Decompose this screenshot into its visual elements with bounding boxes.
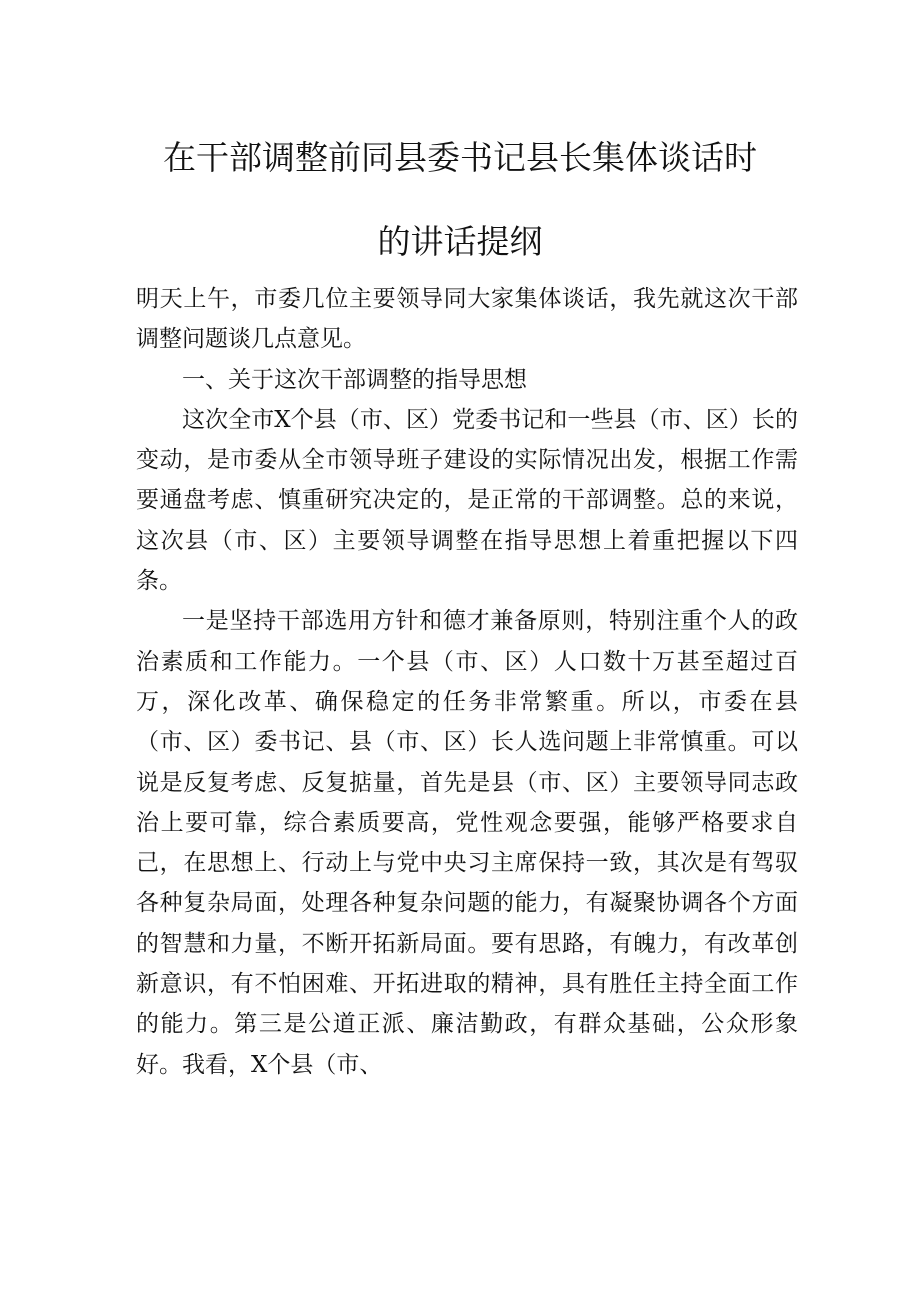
section-heading: 一、关于这次干部调整的指导思想 [182,366,527,393]
intro-paragraph: 明天上午，市委几位主要领导同大家集体谈话，我先就这次干部调整问题谈几点意见。 [136,286,798,353]
document-body [136,279,798,1085]
document-title-line-2: 的讲话提纲 [377,222,543,261]
body-paragraph: 这次全市X个县（市、区）党委书记和一些县（市、区）长的变动，是市委从全市领导班子建设的实际情况出发，根据工作需要通盘考虑、慎重研究决定的，是正常的干部调整。总的来说，这次县（市、区）主要领导调整在指导思想上着重把握以下四条。 [136,406,798,595]
document-title-line-1: 在干部调整前同县委书记县长集体谈话时 [163,138,757,177]
body-paragraph: 一是坚持干部选用方针和德才兼备原则，特别注重个人的政治素质和工作能力。一个县（市、区）人口数十万甚至超过百万，深化改革、确保稳定的任务非常繁重。所以，市委在县（市、区）委书记、县（市、区）长人选问题上非常慎重。可以说是反复考虑、反复掂量，首先是县（市、区）主要领导同志政治上要可靠，综合素质要高，党性观念要强，能够严格要求自己，在思想上、行动上与党中央习主席保持一致，其次是有驾驭各种复杂局面，处理各种复杂问题的能力，有凝聚协调各个方面的智慧和力量，不断开拓新局面。要有思路，有魄力，有改革创新意识，有不怕困难、开拓进取的精神，具有胜任主持全面工作的能力。第三是公道正派、廉洁勤政，有群众基础，公众形象好。我看，X个县（市、 [136,608,798,1078]
